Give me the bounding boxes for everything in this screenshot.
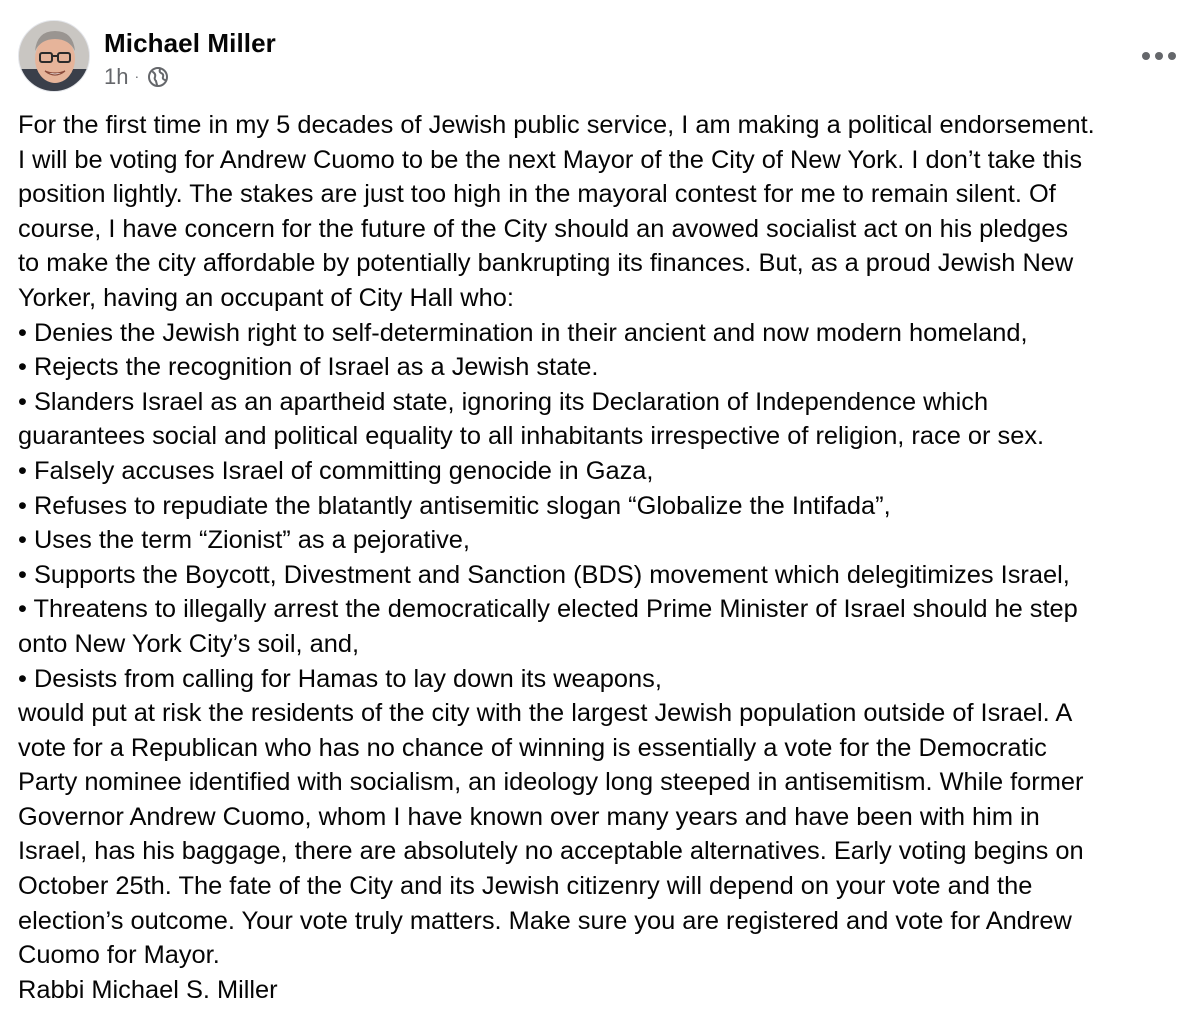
post-text-line: I will be voting for Andrew Cuomo to be the next Mayor of the City of New York. I don’t take this [18, 145, 1083, 174]
post-list-item: • Supports the Boycott, Divestment and Sanction (BDS) movement which delegitimizes Israel, [18, 560, 1070, 589]
avatar-image [19, 21, 90, 92]
post-text-line: Cuomo for Mayor. [18, 941, 220, 970]
post-text-line: onto New York City’s soil, and, [18, 629, 360, 658]
post-list-item: • Uses the term “Zionist” as a pejorative, [18, 526, 470, 555]
post-text-line: Yorker, having an occupant of City Hall who: [18, 283, 514, 312]
globe-icon[interactable] [147, 66, 169, 88]
post-text-line: would put at risk the residents of the city with the largest Jewish population outside of Israel. A [18, 699, 1073, 728]
post-text-line: course, I have concern for the future of the City should an avowed socialist act on his pledges [18, 214, 1069, 243]
post-text-line: election’s outcome. Your vote truly matters. Make sure you are registered and vote for Andrew [18, 906, 1072, 935]
post-text-line: Party nominee identified with socialism, an ideology long steeped in antisemitism. While former [18, 768, 1084, 797]
post-list-item: • Slanders Israel as an apartheid state, ignoring its Declaration of Independence which [18, 387, 989, 416]
post-text-line: For the first time in my 5 decades of Jewish public service, I am making a political endorsement. [18, 111, 1095, 139]
avatar[interactable] [18, 20, 90, 92]
meta-separator: · [134, 68, 140, 84]
post-header [18, 20, 1182, 96]
post-list-item: • Refuses to repudiate the blatantly antisemitic slogan “Globalize the Intifada”, [18, 491, 891, 520]
more-dots-icon [1155, 52, 1163, 60]
more-options-button[interactable] [1136, 38, 1182, 74]
post-text-line: Israel, has his baggage, there are absolutely no acceptable alternatives. Early voting begins on [18, 837, 1084, 866]
post-text-line: vote for a Republican who has no chance of winning is essentially a vote for the Democratic [18, 733, 1047, 762]
post-timestamp[interactable]: 1h [104, 64, 129, 89]
post-list-item: • Falsely accuses Israel of committing genocide in Gaza, [18, 456, 654, 485]
post-list-item: • Denies the Jewish right to self-determination in their ancient and now modern homeland, [18, 318, 1028, 347]
post-signature: Rabbi Michael S. Miller [18, 975, 278, 1004]
author-name[interactable]: Michael Miller [104, 28, 276, 58]
post-meta [104, 62, 169, 92]
post-text-line: to make the city affordable by potentially bankrupting its finances. But, as a proud Jewish New [18, 249, 1074, 278]
post-text-line: Governor Andrew Cuomo, whom I have known over many years and have been with him in [18, 802, 1040, 831]
post-text [18, 108, 1188, 1007]
more-dots-icon [1168, 52, 1176, 60]
post-list-item: • Threatens to illegally arrest the democratically elected Prime Minister of Israel should he step [18, 595, 1078, 624]
post-text-line: guarantees social and political equality to all inhabitants irrespective of religion, race or sex. [18, 422, 1045, 451]
post-text-line: position lightly. The stakes are just too high in the mayoral contest for me to remain silent. Of [18, 180, 1056, 209]
post-text-line: October 25th. The fate of the City and its Jewish citizenry will depend on your vote and the [18, 872, 1033, 901]
post-list-item: • Rejects the recognition of Israel as a Jewish state. [18, 353, 599, 382]
more-dots-icon [1142, 52, 1150, 60]
post-list-item: • Desists from calling for Hamas to lay down its weapons, [18, 664, 662, 693]
